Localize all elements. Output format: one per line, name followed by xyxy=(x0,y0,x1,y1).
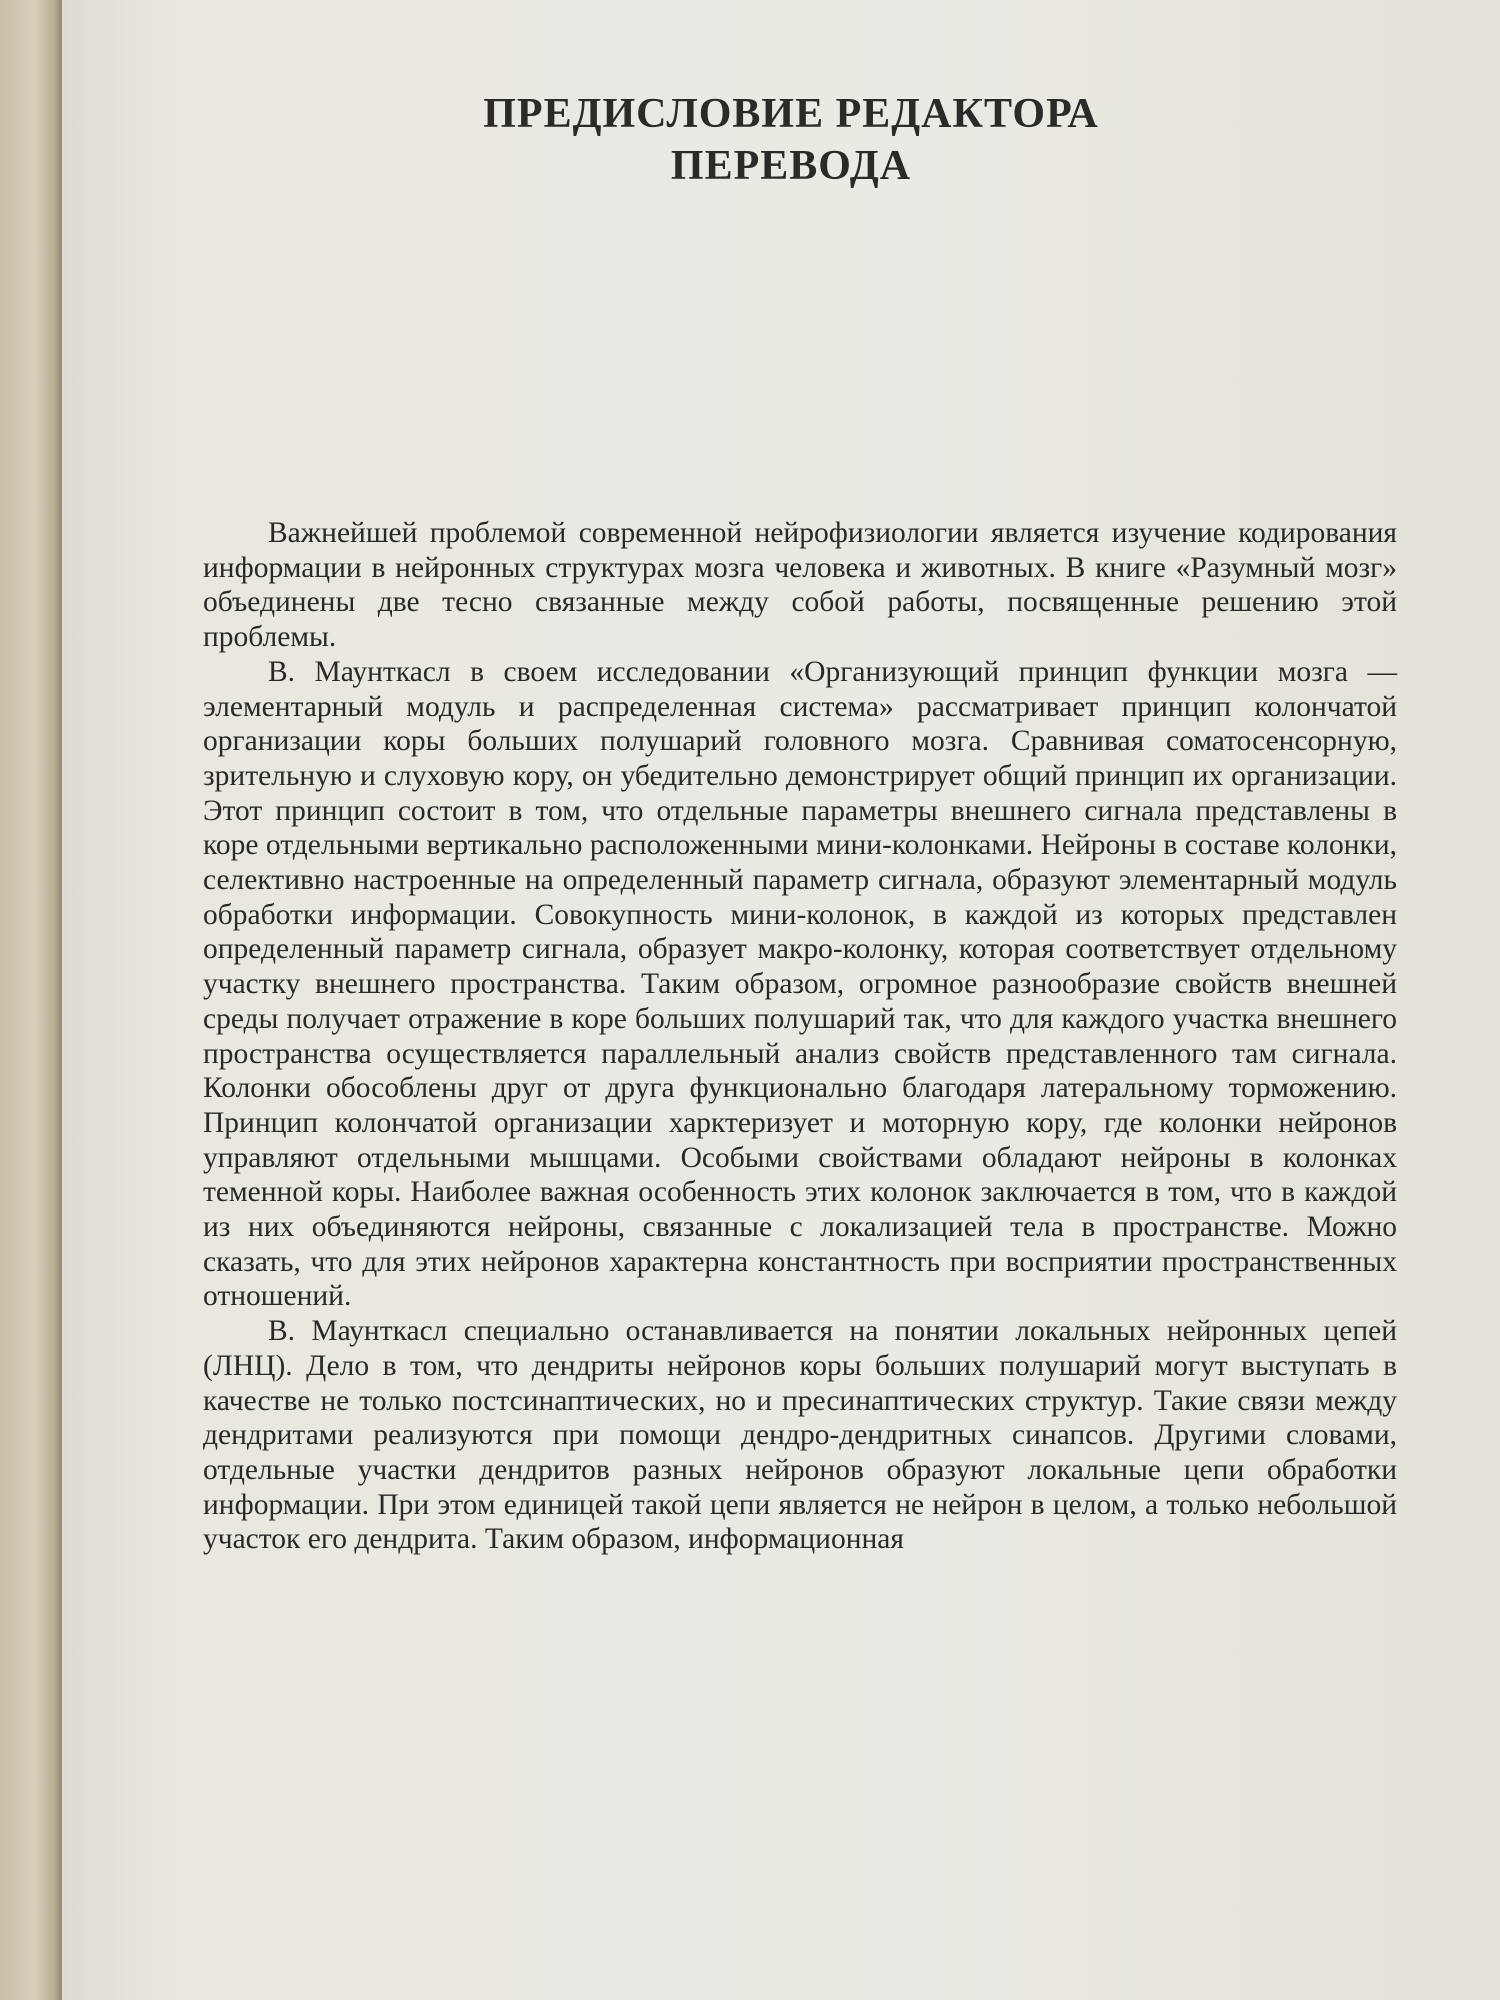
book-gutter xyxy=(0,0,62,2000)
paragraph-2: В. Маунткасл в своем исследовании «Организующий принцип функции мозга — элементарный модуль и распределенная система» рассматривает принцип колончатой организации коры больших полушарий головного мозга. Сравнивая соматосенсорную, зрительную и слуховую кору, он убедительно демонстрирует общий принцип их организации. Этот принцип состоит в том, что отдельные параметры внешнего сигнала представлены в коре отдельными вертикально расположенными мини-колонками. Нейроны в составе колонки, селективно настроенные на определенный параметр сигнала, образуют элементарный модуль обработки информации. Совокупность мини-колонок, в каждой из которых представлен определенный параметр сигнала, образует макро-колонку, которая соответствует отдельному участку внешнего пространства. Таким образом, огромное разнообразие свойств внешней среды получает отражение в коре больших полушарий так, что для каждого участка внешнего пространства осуществляется параллельный анализ свойств представленного там сигнала. Колонки обособлены друг от друга функционально благодаря латеральному торможению. Принцип колончатой организации харктеризует и моторную кору, где колонки нейронов управляют отдельными мышцами. Особыми свойствами обладают нейроны в колонках теменной коры. Наиболее важная особенность этих колонок заключается в том, что в каждой из них объединяются нейроны, связанные с локализацией тела в пространстве. Можно сказать, что для этих нейронов характерна константность при восприятии пространственных отношений. xyxy=(203,655,1397,1313)
body-text xyxy=(203,516,1397,1557)
page-title xyxy=(62,88,1500,192)
paragraph-1: Важнейшей проблемой современной нейрофизиологии является изучение кодирования информации в нейронных структурах мозга человека и животных. В книге «Разумный мозг» объединены две тесно связанные между собой работы, посвященные решению этой проблемы. xyxy=(203,517,1397,654)
title-line-2: ПЕРЕВОДА xyxy=(670,143,912,189)
paragraph-3: В. Маунткасл специально останавливается на понятии локальных нейронных цепей (ЛНЦ). Дело в том, что дендриты нейронов коры больших полушарий могут выступать в качестве не только постсинаптических, но и пресинаптических структур. Такие связи между дендритами реализуются при помощи дендро-дендритных синапсов. Другими словами, отдельные участки дендритов разных нейронов образуют локальные цепи обработки информации. При этом единицей такой цепи является не нейрон в целом, а только небольшой участок его дендрита. Таким образом, информационная xyxy=(203,1315,1397,1556)
title-line-1: ПРЕДИСЛОВИЕ РЕДАКТОРА xyxy=(483,91,1099,137)
book-page xyxy=(62,0,1500,2000)
